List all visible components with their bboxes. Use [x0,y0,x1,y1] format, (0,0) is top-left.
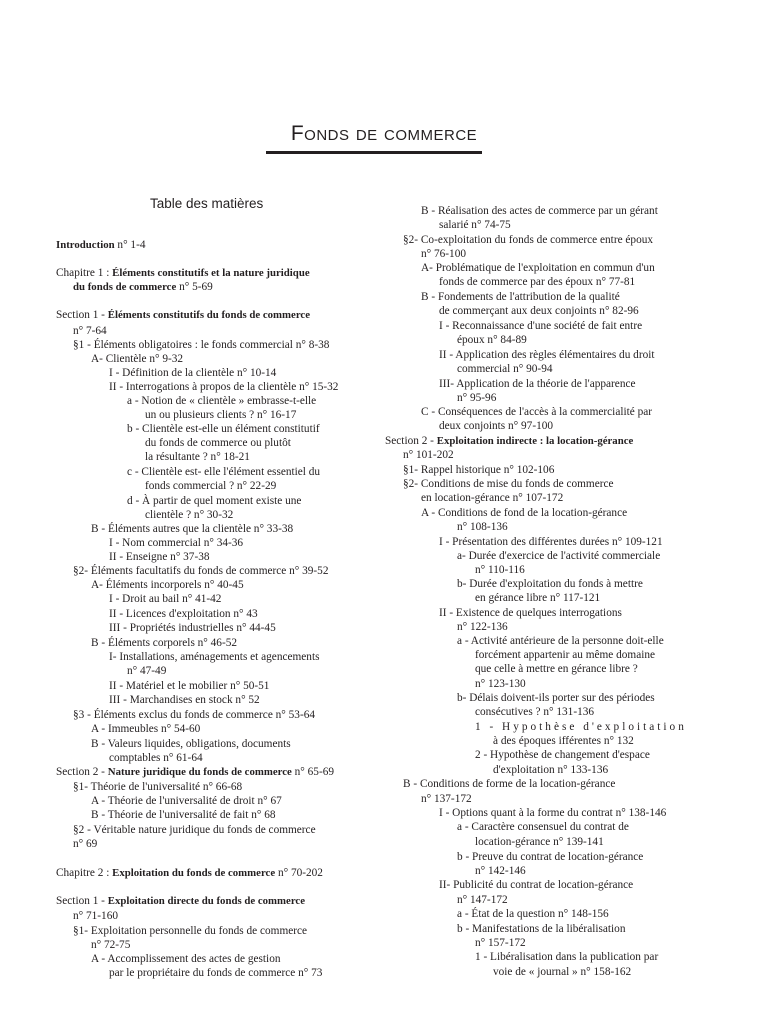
toc-entry-text: n° 157-172 [475,937,526,949]
toc-entry [145,408,296,422]
toc-entry [439,606,622,620]
toc-entry-text: II - Existence de quelques interrogations [439,607,622,619]
toc-entry-text: n° 108-136 [457,521,508,533]
toc-entry-prefix: Section 2 - [56,766,108,778]
toc-entry-text: I - Options quant à la forme du contrat n° 138-146 [439,807,667,819]
toc-entry-text: §3 - Éléments exclus du fonds de commerce n° 53-64 [73,709,316,721]
toc-entry-text: III- Application de la théorie de l'apparence [439,378,636,390]
toc-entry [475,563,525,577]
toc-entry-text: 1 - Libéralisation dans la publication par [475,951,659,963]
toc-entry [439,878,633,892]
toc-entry-text: III - Propriétés industrielles n° 44-45 [109,622,276,634]
toc-entry [457,907,609,921]
toc-entry-text: n° 69 [73,838,98,850]
toc-entry [73,823,316,837]
toc-entry [475,720,687,734]
toc-entry-text: b- Durée d'exploitation du fonds à mettre [457,578,643,590]
toc-entry-text: n° 123-130 [475,678,526,690]
toc-entry [109,366,276,380]
toc-entry-text: II - Application des règles élémentaires du droit [439,349,655,361]
toc-entry-text: C - Conséquences de l'accès à la commercialité par [421,406,653,418]
toc-entry-prefix: Section 1 - [56,895,108,907]
toc-entry [475,936,526,950]
toc-entry-text: époux n° 84-89 [457,334,527,346]
toc-entry [109,751,203,765]
toc-entry-text: c - Clientèle est- elle l'élément essentiel du [127,466,321,478]
toc-entry [56,894,305,908]
toc-entry [145,450,250,464]
toc-entry [475,835,604,849]
toc-entry-text: n° 137-172 [421,793,472,805]
toc-entry [457,362,553,376]
toc-entry [56,266,310,280]
toc-entry-text: salarié n° 74-75 [439,219,511,231]
toc-entry-reference: n° 5-69 [176,281,213,293]
toc-entry [91,722,200,736]
toc-entry [73,280,213,294]
toc-entry-text: §1- Rappel historique n° 102-106 [403,464,555,476]
toc-entry [403,463,554,477]
toc-entry-text: par le propriétaire du fonds de commerce n° 73 [109,967,323,979]
toc-entry [475,662,638,676]
toc-entry [73,324,107,338]
toc-entry [457,620,508,634]
toc-entry [127,465,320,479]
toc-entry-text: n° 7-64 [73,325,107,337]
toc-entry-text: II - Licences d'exploitation n° 43 [109,608,258,620]
toc-entry-text: A - Conditions de fond de la location-gérance [421,507,628,519]
toc-entry [91,522,293,536]
toc-entry-text: §2- Conditions de mise du fonds de commerce [403,478,614,490]
toc-entry [109,650,319,664]
toc-entry-text: du fonds de commerce ou plutôt [145,437,291,449]
toc-entry-text: a - Activité antérieure de la personne doit-elle [457,635,664,647]
toc-entry [127,664,166,678]
toc-entry [439,348,655,362]
toc-entry [91,794,282,808]
toc-entry-heading: Exploitation du fonds de commerce [112,867,276,879]
toc-entry-text: a- Durée d'exercice de l'activité commerciale [457,550,661,562]
toc-entry [439,419,553,433]
toc-entry [457,691,655,705]
toc-entry-text: la résultante ? n° 18-21 [145,451,250,463]
toc-entry [493,763,608,777]
toc-entry [439,304,639,318]
toc-entry [457,520,508,534]
toc-entry-heading: Éléments constitutifs du fonds de commerce [107,309,311,321]
toc-entry [457,850,643,864]
toc-entry [457,820,629,834]
toc-entry-text: d'exploitation n° 133-136 [493,764,609,776]
toc-entry [56,866,323,880]
document-title: Fonds de commerce [290,122,478,145]
toc-entry [91,938,130,952]
toc-entry [457,922,625,936]
title-underline [266,151,482,154]
toc-entry-text: II- Publicité du contrat de location-gérance [439,879,634,891]
toc-entry [439,806,666,820]
toc-entry [403,448,454,462]
toc-entry [421,261,655,275]
toc-entry [421,491,563,505]
toc-entry [109,679,269,693]
toc-entry [403,777,615,791]
toc-entry [91,636,237,650]
toc-entry-text: n° 71-160 [73,910,118,922]
toc-entry-heading: Exploitation indirecte : la location-gérance [436,435,634,447]
toc-entry-reference: n° 70-202 [275,867,323,879]
toc-entry [403,477,614,491]
toc-entry-text: forcément appartenir au même domaine [475,649,656,661]
toc-entry-text: b - Clientèle est-elle un élément constitutif [127,423,320,435]
toc-entry [457,549,660,563]
toc-entry-prefix: Chapitre 1 : [56,267,113,279]
toc-entry-text: I - Présentation des différentes durées n° 109-121 [439,536,663,548]
toc-entry [145,436,291,450]
toc-entry-text: n° 95-96 [457,392,497,404]
toc-entry [439,535,663,549]
toc-entry [73,564,328,578]
toc-entry-text: location-gérance n° 139-141 [475,836,604,848]
toc-entry-text: 1 - Hypothèse d'exploitation [475,721,687,733]
toc-entry [421,204,658,218]
toc-entry-text: que celle à mettre en gérance libre ? [475,663,638,675]
toc-entry-heading: Exploitation directe du fonds de commerce [107,895,306,907]
toc-entry [109,592,221,606]
toc-entry-text: b - Preuve du contrat de location-gérance [457,851,644,863]
toc-entry-text: b- Délais doivent-ils porter sur des périodes [457,692,655,704]
toc-entry-text: n° 110-116 [475,564,525,576]
toc-entry [127,394,316,408]
toc-entry-text: un ou plusieurs clients ? n° 16-17 [145,409,297,421]
toc-entry-text: III - Marchandises en stock n° 52 [109,694,260,706]
toc-entry-text: consécutives ? n° 131-136 [475,706,595,718]
toc-entry-text: 2 - Hypothèse de changement d'espace [475,749,650,761]
toc-entry-text: §1 - Éléments obligatoires : le fonds commercial n° 8-38 [73,339,330,351]
toc-entry-heading: Nature juridique du fonds de commerce [107,766,292,778]
toc-entry [91,808,276,822]
toc-entry [403,233,653,247]
toc-entry [439,218,511,232]
toc-entry [421,792,472,806]
toc-entry-text: A - Théorie de l'universalité de droit n° 67 [91,795,282,807]
toc-entry-text: b - Manifestations de la libéralisation [457,923,626,935]
toc-entry-text: §2- Éléments facultatifs du fonds de commerce n° 39-52 [73,565,329,577]
toc-entry-text: I - Nom commercial n° 34-36 [109,537,244,549]
toc-entry-text: deux conjoints n° 97-100 [439,420,554,432]
toc-entry-text: fonds commercial ? n° 22-29 [145,480,277,492]
toc-entry-text: B - Fondements de l'attribution de la qualité [421,291,620,303]
toc-entry-text: n° 147-172 [457,894,508,906]
toc-entry-text: d - À partir de quel moment existe une [127,495,302,507]
toc-entry [73,708,315,722]
toc-entry-text: B - Éléments corporels n° 46-52 [91,637,238,649]
toc-entry-text: A- Clientèle n° 9-32 [91,353,184,365]
toc-entry [385,434,633,448]
toc-entry [145,508,233,522]
toc-heading: Table des matières [150,196,264,211]
toc-entry-text: commercial n° 90-94 [457,363,553,375]
toc-entry [109,607,258,621]
toc-entry-text: B - Réalisation des actes de commerce par un gérant [421,205,658,217]
toc-entry-text: n° 76-100 [421,248,466,260]
toc-entry-text: clientèle ? n° 30-32 [145,509,234,521]
toc-entry [475,705,594,719]
toc-entry-text: §1- Théorie de l'universalité n° 66-68 [73,781,243,793]
toc-entry [457,893,508,907]
toc-entry [475,950,658,964]
toc-entry [457,634,664,648]
toc-entry [109,536,243,550]
toc-entry-text: B - Conditions de forme de la location-gérance [403,778,616,790]
toc-entry [475,677,526,691]
toc-entry [56,238,145,252]
toc-entry [56,765,334,779]
toc-entry-text: n° 101-202 [403,449,454,461]
toc-entry [91,352,183,366]
toc-entry [127,422,320,436]
toc-entry [493,965,631,979]
toc-entry-text: a - Notion de « clientèle » embrasse-t-elle [127,395,317,407]
toc-entry-text: n° 142-146 [475,865,526,877]
toc-entry-text: de commerçant aux deux conjoints n° 82-96 [439,305,639,317]
toc-entry [421,290,620,304]
toc-entry [457,577,643,591]
toc-entry-prefix: Chapitre 2 : [56,867,113,879]
toc-entry [73,924,307,938]
toc-entry [73,780,242,794]
toc-entry-text: fonds de commerce par des époux n° 77-81 [439,276,636,288]
toc-entry [421,506,627,520]
toc-entry-text: I - Définition de la clientèle n° 10-14 [109,367,277,379]
toc-entry [457,333,527,347]
toc-entry-text: §2 - Véritable nature juridique du fonds de commerce [73,824,316,836]
toc-entry-text: A- Problématique de l'exploitation en commun d'un [421,262,655,274]
toc-entry-text: §1- Exploitation personnelle du fonds de commerce [73,925,308,937]
toc-entry [475,864,526,878]
toc-entry-text: n° 47-49 [127,665,167,677]
toc-entry [109,621,276,635]
toc-entry-reference: n° 1-4 [114,239,146,251]
toc-entry-text: B - Théorie de l'universalité de fait n° 68 [91,809,276,821]
toc-entry-text: a - État de la question n° 148-156 [457,908,609,920]
toc-entry-text: A - Accomplissement des actes de gestion [91,953,281,965]
toc-entry [457,391,496,405]
toc-entry-text: voie de « journal » n° 158-162 [493,966,632,978]
toc-entry [145,479,276,493]
toc-entry [439,275,635,289]
toc-entry-heading: du fonds de commerce [73,281,177,293]
toc-entry-heading: Introduction [56,239,115,251]
toc-entry [475,748,650,762]
toc-entry [109,550,210,564]
toc-entry-text: II - Matériel et le mobilier n° 50-51 [109,680,270,692]
toc-entry [421,405,652,419]
toc-entry [439,377,636,391]
toc-entry-text: a - Caractère consensuel du contrat de [457,821,629,833]
toc-entry-heading: Éléments constitutifs et la nature juridique [112,267,310,279]
toc-entry [493,734,634,748]
toc-entry-text: A- Éléments incorporels n° 40-45 [91,579,244,591]
toc-entry-text: n° 72-75 [91,939,131,951]
toc-entry [91,737,291,751]
toc-entry-text: A - Immeubles n° 54-60 [91,723,201,735]
toc-entry-text: en location-gérance n° 107-172 [421,492,564,504]
toc-entry-text: n° 122-136 [457,621,508,633]
toc-entry-text: comptables n° 61-64 [109,752,203,764]
toc-entry [56,308,310,322]
toc-entry [109,380,338,394]
toc-entry [475,591,600,605]
toc-entry-text: II - Interrogations à propos de la clientèle n° 15-32 [109,381,339,393]
toc-entry-prefix: Section 2 - [385,435,437,447]
toc-entry-text: B - Valeurs liquides, obligations, documents [91,738,291,750]
toc-entry-text: I - Droit au bail n° 41-42 [109,593,222,605]
toc-entry-prefix: Section 1 - [56,309,108,321]
toc-entry-text: B - Éléments autres que la clientèle n° 33-38 [91,523,294,535]
toc-entry [127,494,301,508]
toc-entry [91,578,244,592]
toc-entry-text: I- Installations, aménagements et agencements [109,651,320,663]
toc-entry [91,952,281,966]
toc-entry [109,693,260,707]
toc-entry-text: I - Reconnaissance d'une société de fait entre [439,320,643,332]
toc-entry [109,966,322,980]
toc-entry [475,648,655,662]
toc-entry [439,319,642,333]
toc-entry [73,909,118,923]
toc-entry-reference: n° 65-69 [291,766,334,778]
toc-entry [421,247,466,261]
toc-entry [73,837,97,851]
toc-entry-text: à des époques ifférentes n° 132 [493,735,634,747]
toc-entry-text: en gérance libre n° 117-121 [475,592,601,604]
toc-entry-text: II - Enseigne n° 37-38 [109,551,210,563]
toc-entry-text: §2- Co-exploitation du fonds de commerce entre époux [403,234,654,246]
toc-entry [73,338,329,352]
